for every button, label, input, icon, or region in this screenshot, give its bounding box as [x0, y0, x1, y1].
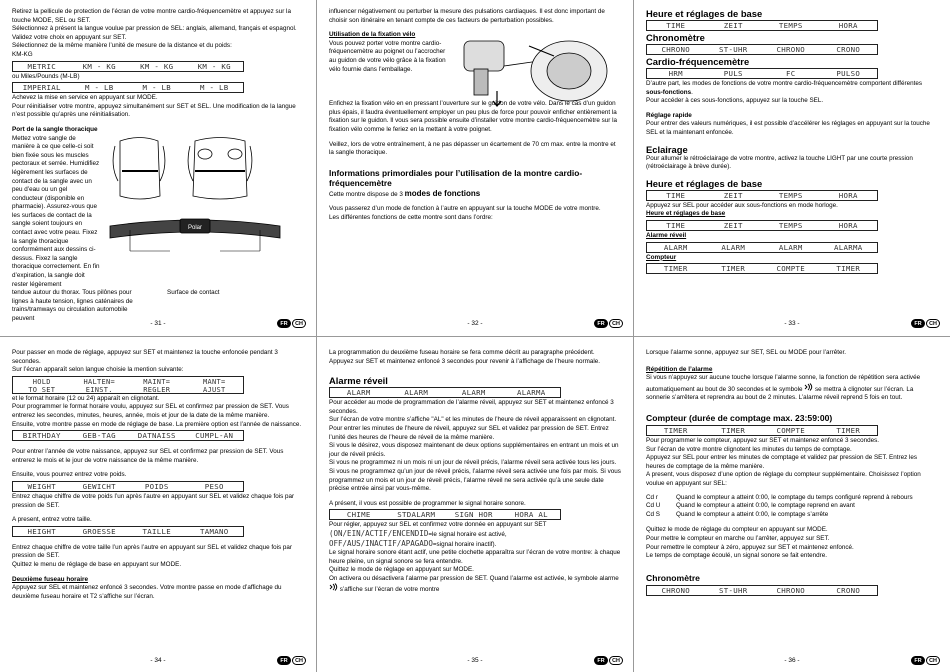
lcd-cell: GEWICHT	[82, 481, 116, 491]
section-heading: Port de la sangle thoracique	[12, 125, 98, 133]
text: Pour remettre le compteur à zéro, appuyez sur SET et maintenez enfoncé.	[646, 543, 854, 551]
text-part: =le signal horaire est activé,	[428, 530, 507, 538]
lang-badge-fr: FR	[594, 319, 608, 328]
timer-option-row	[646, 511, 938, 520]
text-part: Si vous n’appuyez sur aucune touche lorsque l’alarme sonne, la fonction de répétition sera activée automatiquement au bout de 30 secondes et le symbole	[646, 374, 921, 393]
lcd-cell: TIMER	[663, 264, 688, 274]
lang-badge-fr: FR	[594, 656, 608, 665]
lcd-display-time	[646, 20, 878, 31]
text-part: On activera ou désactivera l’alarme par pression de SET. Quand l’alarme est activée, le symbole alarme	[329, 574, 619, 582]
text: Quittez le mode de réglage en appuyant sur MODE.	[329, 566, 474, 574]
lcd-cell: HALTEN= EINST.	[83, 377, 116, 393]
lang-badge-ch: CH	[926, 319, 940, 328]
text: Pour entrer l’année de votre naissance, appuyez sur SEL et confirmez par pression de SET. Vous entrerez le mois et le jour de votre naissance de la même manière.	[12, 448, 284, 464]
lcd-display-time	[646, 190, 878, 201]
lcd-cell: KM - KG	[197, 61, 231, 71]
section-heading: Heure et réglages de base	[646, 210, 726, 218]
lcd-cell: PULSO	[836, 69, 861, 78]
timer-option-row	[646, 494, 938, 503]
page-number: - 32 -	[467, 320, 483, 327]
section-title: Eclairage	[646, 143, 688, 155]
page-number: - 34 -	[150, 657, 166, 664]
lcd-cell: ALARM	[663, 242, 688, 252]
text: Pour programmer le compteur, appuyez sur SET et maintenez enfoncé 3 secondes.	[646, 436, 879, 444]
page-footer	[0, 656, 316, 666]
text: Si vous le désirez, vous disposez maintenant de deux options supplémentaires en entrant un mois et un jour de réveil précis.	[329, 442, 619, 458]
text	[646, 374, 938, 403]
text: tendue autour du thorax. Tous pilônes pour lignes à haute tension, lignes caténaires de trains/tramways ou circulation automobile peuvent	[12, 289, 133, 322]
lang-badge-ch: CH	[609, 319, 623, 328]
text-part: =signal horaire inactif).	[432, 540, 497, 548]
lcd-display-timer	[646, 425, 878, 436]
text	[646, 80, 938, 97]
lcd-cell: HORA	[838, 21, 858, 30]
lcd-cell: METRIC	[27, 61, 56, 71]
lcd-cell: KM - KG	[82, 61, 116, 71]
text: Sur l’écran de votre montre clignotent les minutes du temps de comptage.	[646, 445, 852, 453]
lcd-cell: ALARMA	[517, 388, 546, 398]
lcd-cell: ST-UHR	[719, 45, 748, 54]
lcd-cell: ZEIT	[723, 21, 743, 30]
text: Quittez le mode de réglage du compteur en appuyant sur MODE.	[646, 526, 828, 534]
lcd-cell: CHRONO	[661, 45, 690, 54]
lcd-cell: TAILLE	[142, 526, 171, 536]
lcd-display-imperial	[12, 82, 244, 93]
text: Pour entrer des valeurs numériques, il est possible d’accélérer les réglages en appuyant sur la touche SEL et la maintenant enfoncée.	[646, 120, 930, 136]
text: Pour allumer le rétroéclairage de votre montre, activez la touche LIGHT par une courte pression (rétroéclairage à brève durée).	[646, 154, 913, 171]
lcd-cell: DATNAISS	[137, 431, 176, 441]
text	[329, 190, 621, 200]
text: Pour mettre le compteur en marche ou l’arrêter, appuyez sur SET.	[646, 534, 830, 542]
lcd-cell: ALARM	[721, 242, 746, 252]
page-32	[317, 0, 633, 335]
text: Veillez, lors de votre entraînement, à ne pas dépasser un écartement de 70 cm max. entre la montre et la sangle thoracique.	[329, 140, 616, 157]
lcd-cell: HORA AL	[514, 510, 548, 520]
lcd-cell: CHRONO	[661, 585, 690, 595]
lcd-inline-text: OFF/AUS/INACTIF/APAGADO	[329, 538, 433, 548]
lcd-cell: POIDS	[144, 481, 169, 491]
text: Appuyez sur SEL et maintenez enfoncé 3 secondes. Votre montre passe en mode d’affichage du deuxième fuseau horaire et T2 s’affiche sur l’écran.	[12, 584, 282, 600]
lang-badge-ch: CH	[609, 656, 623, 665]
lcd-cell: CRONO	[836, 45, 861, 54]
lcd-cell: HOLD TO SET	[28, 377, 56, 393]
page-number: - 35 -	[467, 657, 483, 664]
lcd-cell: BIRTHDAY	[22, 431, 61, 441]
text-part: se mettra à clignoter sur l’écran. La sonnerie s’arrêtera et reprendra au bout de 2 minutes. L’alarme réveil reprend 5 fois en tout.	[646, 385, 914, 402]
lcd-cell: COMPTE	[776, 425, 805, 435]
option-value: Quand le compteur a atteint 0:00, le comptage reprend en avant	[676, 502, 855, 510]
chest-strap-icon	[100, 126, 290, 276]
text: Sur l’écran apparaît selon langue choisie la mention suivante:	[12, 366, 184, 374]
section-heading: Utilisation de la fixation vélo	[329, 31, 416, 39]
lang-badge-ch: CH	[292, 656, 306, 665]
text: Ensuite, votre montre passe en mode de réglage de base. La première option est l’année de naissance.	[12, 420, 302, 428]
lcd-display-chrono	[646, 585, 878, 596]
text: Pour entrer les minutes de l’heure de réveil, appuyez sur SEL et validez par pression de SET. Entrez l’unité des heures de l’heure de réveil de la même manière.	[329, 424, 609, 441]
text-part: .	[691, 88, 693, 96]
section-heading: Répétition de l’alarme	[646, 365, 713, 373]
text: Pour programmer le format horaire voulu, appuyez sur SEL et confirmez par pression de SET. Vous entrerez les secondes, minutes, heures, année, mois et jour de la date de la même manière.	[12, 403, 289, 419]
page-footer	[634, 319, 950, 329]
option-value: Quand le compteur a atteint 0:00, le comptage du temps configuré reprend à rebours	[676, 493, 913, 501]
section-heading: Réglage rapide	[646, 111, 692, 119]
text: Enfichez la fixation vélo en en pressant l’ouverture sur le guidon de votre vélo. Dans le cas d’un guidon plus épais, il faudra éventuellement employer un peu plus de force pour pouvoir enficher entièrement la fixation sur le guidon. Il vous sera possible ensuite d’installer votre montre cardio-fréquencemètre sur la fixation vélo comme le feriez en la mettant à votre poignet.	[329, 100, 618, 133]
option-key: Cd r	[646, 493, 658, 501]
lcd-cell: CHRONO	[776, 45, 805, 54]
option-key: Cd S	[646, 510, 660, 518]
page-33	[634, 0, 950, 335]
lang-badge-ch: CH	[292, 319, 306, 328]
text: Sélectionnez à présent la langue voulue par pression de SEL: anglais, allemand, français et espagnol. Validez votre choix en appuyant sur SET.	[12, 25, 297, 41]
lcd-cell: MAINT= REGLER	[143, 377, 171, 393]
lcd-display-weight	[12, 481, 244, 492]
text: ou Miles/Pounds (M-LB)	[12, 72, 80, 80]
text: Mettez votre sangle de manière à ce que celle-ci soit bien fixée sous les muscles pectoraux et serrée. Humidifiez légèrement les surfaces de contact de la sangle avec un peu d’eau ou un gel conducteur (disponible en pharmacie). Assurez-vous que les surfaces de contact de la sangle soient toujours en contact avec votre peau. Fixez la sangle thoracique conformément aux dessins ci-dessus. Fixez la sangle thoracique correctement. En fin d’expiration, la sangle doit rester légèrement	[12, 134, 100, 288]
lcd-cell: KM - KG	[140, 61, 174, 71]
text: Pour passer en mode de réglage, appuyez sur SET et maintenez la touche enfoncée pendant 3 secondes.	[12, 349, 278, 365]
snooze-signal-icon	[804, 383, 813, 391]
section-title: Compteur (durée de comptage max. 23:59:00)	[646, 412, 833, 423]
section-heading: Deuxième fuseau horaire	[12, 575, 89, 583]
text: Lorsque l’alarme sonne, appuyez sur SET, SEL ou MODE pour l’arrêter.	[646, 349, 846, 356]
lcd-cell: CHRONO	[776, 585, 805, 595]
lcd-cell: ZEIT	[723, 190, 743, 200]
lcd-display-alarm	[646, 242, 878, 253]
lcd-cell: COMPTE	[776, 264, 805, 274]
text: Entrez chaque chiffre de votre taille l’un après l’autre en appuyant sur SEL et validez chaque fois par pression de SET.	[12, 543, 293, 560]
text: Sélectionnez de la même manière l’unité de mesure de la distance et du poids:	[12, 42, 232, 50]
option-key: Cd U	[646, 502, 661, 510]
lcd-cell: M - LB	[200, 83, 229, 93]
lcd-display-chime	[329, 509, 561, 520]
section-heading: Compteur	[646, 253, 677, 261]
section-title: Heure et réglages de base	[646, 177, 763, 189]
lcd-cell: HORA	[838, 220, 858, 230]
text: Les différentes fonctions de cette montre sont dans l’ordre:	[329, 213, 493, 221]
lcd-display-height	[12, 526, 244, 537]
lcd-display-birthday	[12, 430, 244, 441]
lcd-cell: HRM	[668, 69, 683, 78]
lcd-cell: IMPERIAL	[22, 83, 61, 93]
lcd-cell: HORA	[838, 190, 858, 200]
lcd-cell: PESO	[204, 481, 224, 491]
lcd-cell: ZEIT	[723, 220, 743, 230]
lang-badge-fr: FR	[277, 656, 291, 665]
section-title: Heure et réglages de base	[646, 8, 763, 19]
text: Appuyez sur SEL pour accéder aux sous-fonctions en mode horloge.	[646, 201, 838, 209]
lcd-display-time	[646, 220, 878, 231]
text: Si vous ne programmez ni un mois ni un jour de réveil précis, l’alarme réveil sera activée tous les jours. Si vous ne programmez qu’un jour de réveil précis, l’alarme réveil sera activée une fois par mois. Si vous programmez un mois et un jour de réveil précis, l’alarme réveil ne sera activée qu’à une seule date précise entrée ainsi par vous-même.	[329, 459, 621, 493]
belt-logo-text: Polar	[187, 224, 203, 231]
page-34	[0, 337, 316, 672]
lcd-cell: GEB-TAG	[82, 431, 116, 441]
lcd-cell: ST-UHR	[719, 585, 748, 595]
text	[329, 540, 621, 550]
text: Retirez la pellicule de protection de l’écran de votre montre cardio-fréquencemètre et appuyez sur la touche MODE, SEL ou SET.	[12, 8, 291, 24]
lcd-cell: TAMANO	[200, 526, 229, 536]
text: A present, entrez votre taille.	[12, 516, 92, 524]
lcd-cell: TEMPS	[778, 21, 803, 30]
text: Quittez le menu de réglage de base en appuyant sur MODE.	[12, 560, 182, 568]
page-footer	[317, 319, 633, 329]
page-footer	[634, 656, 950, 666]
section-title: Informations primordiales pour l’utilisation de la montre cardio-fréquencemètre	[329, 167, 583, 188]
text: La programmation du deuxième fuseau horaire se fera comme décrit au paragraphe précédent.	[329, 349, 595, 356]
lcd-cell: M - LB	[85, 83, 114, 93]
text: Sur l’écran de votre montre s’affiche "AL" et les minutes de l’heure de réveil apparaissent en clignotant.	[329, 416, 617, 424]
lang-badge-ch: CH	[926, 656, 940, 665]
text	[329, 575, 621, 595]
lcd-display-hrm	[646, 68, 878, 79]
lcd-cell: SIGN HOR	[454, 510, 493, 520]
alarm-signal-icon	[329, 583, 338, 591]
text: Pour accéder à ces sous-fonctions, appuyez sur la touche SEL.	[646, 97, 824, 105]
lcd-cell: CRONO	[836, 585, 861, 595]
lcd-cell: TIME	[666, 220, 686, 230]
section-title: Alarme réveil	[329, 375, 388, 387]
lcd-cell: ALARM	[461, 388, 486, 398]
lcd-display-hold-to-set	[12, 376, 244, 394]
lcd-cell: TIMER	[721, 425, 746, 435]
lcd-cell: M - LB	[142, 83, 171, 93]
text-emphasis: modes de fonctions	[404, 188, 481, 198]
page-footer	[0, 319, 316, 329]
page-footer	[317, 656, 633, 666]
text: Le temps de comptage écoulé, un signal sonore se fait entendre.	[646, 552, 827, 560]
lcd-display-metric	[12, 61, 244, 72]
text: et le format horaire (12 ou 24) apparaît en clignotant.	[12, 394, 160, 402]
page-number: - 33 -	[784, 320, 800, 327]
timer-option-row	[646, 502, 938, 511]
lcd-cell: TEMPS	[778, 220, 803, 230]
lcd-cell: CHIME	[346, 510, 371, 520]
page-number: - 31 -	[150, 320, 166, 327]
option-value: Quand le compteur a atteint 0:00, le comptage s’arrête	[676, 510, 829, 518]
lcd-display-timer	[646, 263, 878, 274]
text: Pour accéder au mode de programmation de l’alarme réveil, appuyez sur SET et maintenez enfoncé 3 secondes.	[329, 399, 614, 415]
lcd-display-alarm	[329, 387, 561, 398]
page-number: - 36 -	[784, 657, 800, 664]
bike-mount-icon	[449, 31, 619, 109]
lcd-cell: MANT= AJUST	[202, 377, 226, 393]
text: A présent, il vous est possible de programmer le signal horaire sonore.	[329, 499, 526, 507]
lcd-cell: ALARMA	[834, 242, 863, 252]
lcd-cell: ALARM	[346, 388, 371, 398]
text: Vous passerez d’un mode de fonction à l’autre en appuyant sur la touche MODE de votre montre.	[329, 205, 601, 213]
text: Pour réinitialiser votre montre, appuyez simultanément sur SET et SEL. Une modification de la langue n’est possible qu’après une réinitialisation.	[12, 102, 296, 119]
lcd-cell: TIMER	[836, 264, 861, 274]
lcd-cell: ALARM	[778, 242, 803, 252]
chest-strap-illustration	[100, 126, 304, 289]
lcd-cell: TIMER	[836, 425, 861, 435]
lcd-cell: TIMER	[663, 425, 688, 435]
page-36	[634, 337, 950, 672]
text-emphasis: sous-fonctions	[646, 88, 692, 96]
text-part: D’autre part, les modes de fonctions de votre montre cardio-fréquencemètre comportent différentes	[646, 80, 923, 87]
section-title: Chronomètre	[646, 32, 705, 43]
figure-caption: Surface de contact	[167, 289, 220, 297]
text: Pour régler, appuyez sur SEL et confirmez votre donnée en appuyant sur SET	[329, 521, 547, 529]
text: Entrez chaque chiffre de votre poids l’un après l’autre en appuyant sur SEL et validez chaque fois par pression de SET.	[12, 492, 295, 509]
lcd-cell: PULS	[723, 69, 743, 78]
lcd-cell: TIME	[666, 21, 686, 30]
lcd-cell: TEMPS	[778, 190, 803, 200]
text: Appuyez sur SEL pour entrer les minutes de comptage et validez par pression de SET. Entrez les heures de comptage de la même manière.	[646, 454, 918, 470]
page-31	[0, 0, 316, 335]
lang-badge-fr: FR	[911, 656, 925, 665]
text: A present, vous disposez d’une option de réglage du compteur supplémentaire. Choisissez l’option voulue en appuyant sur SEL:	[646, 471, 921, 487]
lcd-cell: TIMER	[721, 264, 746, 274]
lcd-cell: FC	[786, 69, 796, 78]
lang-badge-fr: FR	[277, 319, 291, 328]
lcd-display-chrono	[646, 44, 878, 55]
section-heading: Alarme réveil	[646, 231, 687, 239]
text: Le signal horaire sonore étant actif, une petite clochette apparaîtra sur l’écran de votre montre: à chaque heure pleine, un signal sonore se fera entendre.	[329, 549, 621, 565]
lcd-inline-text: (ON/EIN/ACTIF/ENCENDID	[329, 528, 429, 538]
lcd-cell: ALARM	[404, 388, 429, 398]
text-part: Cette montre dispose de 3	[329, 190, 405, 198]
text: influencer négativement ou perturber la mesure des pulsations cardiaques. Il est donc important de choisir son itinéraire en tenant compte de ces facteurs de perturbation possibles.	[329, 8, 605, 24]
text: KM-KG	[12, 50, 33, 58]
lcd-cell: HEIGHT	[27, 526, 56, 536]
text: Vous pouvez porter votre montre cardio-fréquencemètre au poignet ou l’accrocher au guidon de votre vélo grâce à la fixation vélo fournie dans l’emballage.	[329, 39, 446, 73]
section-title: Chronomètre	[646, 572, 700, 583]
text: Achevez la mise en service en appuyant sur MODE.	[12, 94, 158, 102]
lcd-cell: GROESSE	[82, 526, 116, 536]
lcd-cell: CUMPL-AN	[195, 431, 234, 441]
lcd-cell: STDALARM	[397, 510, 436, 520]
page-35	[317, 337, 633, 672]
text-part: s’affiche sur l’écran de votre montre	[339, 586, 440, 594]
lang-badge-fr: FR	[911, 319, 925, 328]
lcd-cell: TIME	[666, 190, 686, 200]
text: Appuyez sur SET et maintenez enfoncé 3 secondes pour revenir à l’affichage de l’heure normale.	[329, 357, 601, 365]
text: Ensuite, vous pourrez entrez votre poids.	[12, 471, 127, 479]
section-title: Cardio-fréquencemètre	[646, 56, 750, 67]
lcd-cell: WEIGHT	[27, 481, 56, 491]
